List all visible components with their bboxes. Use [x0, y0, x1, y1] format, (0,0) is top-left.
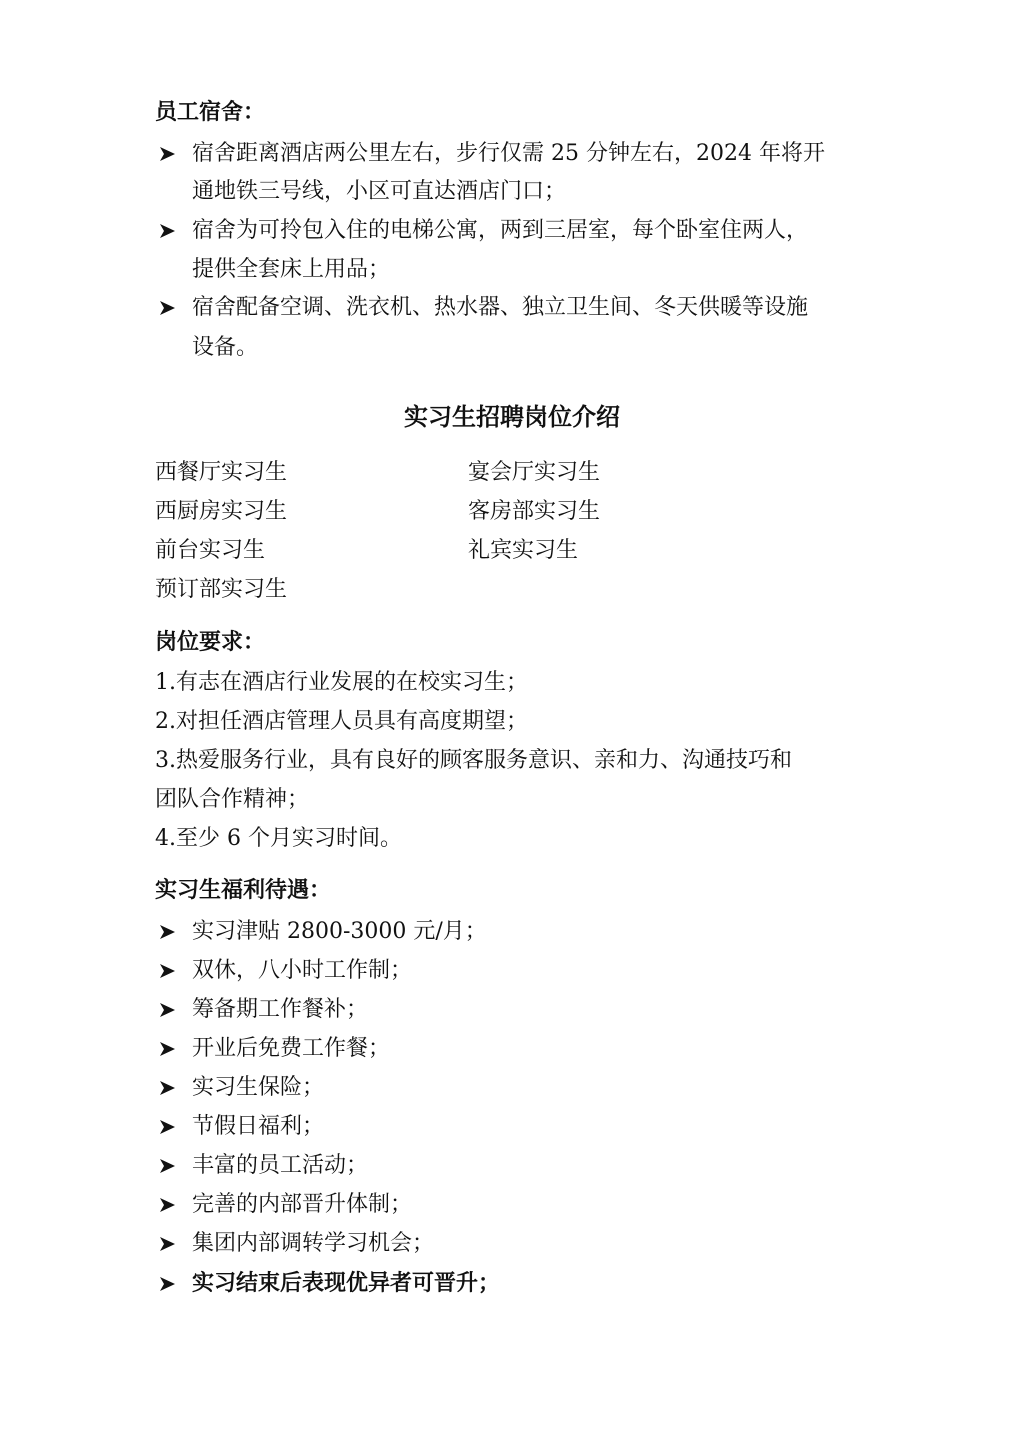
dorm-item-1-line-1: 宿舍距离酒店两公里左右，步行仅需 25 分钟左右，2024 年将开	[192, 141, 825, 166]
arrow-bullet-icon	[157, 1113, 179, 1141]
benefit-item-5: 实习生保险；	[192, 1075, 325, 1100]
arrow-bullet-icon	[157, 996, 179, 1024]
requirement-item-2: 2.对担任酒店管理人员具有高度期望；	[155, 709, 528, 734]
dorm-item-3-line-1: 宿舍配备空调、洗衣机、热水器、独立卫生间、冬天供暖等设施	[192, 295, 809, 320]
arrow-bullet-icon	[157, 1074, 179, 1102]
requirement-item-4: 4.至少 6 个月实习时间。	[155, 826, 402, 851]
position-right-3: 礼宾实习生	[468, 538, 579, 563]
benefit-item-6: 节假日福利；	[192, 1114, 325, 1139]
dorm-item-3-line-2: 设备。	[192, 335, 259, 360]
position-left-1: 西餐厅实习生	[155, 460, 288, 485]
dorm-item-2-line-1: 宿舍为可拎包入住的电梯公寓，两到三居室，每个卧室住两人，	[192, 218, 809, 243]
benefit-item-3: 筹备期工作餐补；	[192, 997, 369, 1022]
dorm-item-1-line-2: 通地铁三号线，小区可直达酒店门口；	[192, 179, 567, 204]
arrow-bullet-icon	[157, 1270, 179, 1298]
benefit-item-10: 实习结束后表现优异者可晋升；	[192, 1271, 501, 1296]
position-left-2: 西厨房实习生	[155, 499, 288, 524]
position-left-4: 预订部实习生	[155, 577, 288, 602]
dorm-item-2-line-2: 提供全套床上用品；	[192, 257, 391, 282]
positions-title: 实习生招聘岗位介绍	[404, 403, 620, 431]
benefit-item-4: 开业后免费工作餐；	[192, 1036, 391, 1061]
benefit-item-8: 完善的内部晋升体制；	[192, 1192, 413, 1217]
position-left-3: 前台实习生	[155, 538, 266, 563]
benefits-heading: 实习生福利待遇：	[155, 878, 332, 903]
arrow-bullet-icon	[157, 1035, 179, 1063]
position-right-2: 客房部实习生	[468, 499, 601, 524]
arrow-bullet-icon	[157, 957, 179, 985]
dorm-heading: 员工宿舍：	[155, 100, 266, 125]
arrow-bullet-icon	[157, 1191, 179, 1219]
arrow-bullet-icon	[157, 294, 179, 322]
arrow-bullet-icon	[157, 1230, 179, 1258]
requirement-item-3-line-1: 3.热爱服务行业，具有良好的顾客服务意识、亲和力、沟通技巧和	[155, 748, 792, 773]
requirement-item-1: 1.有志在酒店行业发展的在校实习生；	[155, 670, 528, 695]
arrow-bullet-icon	[157, 217, 179, 245]
arrow-bullet-icon	[157, 918, 179, 946]
benefit-item-9: 集团内部调转学习机会；	[192, 1231, 435, 1256]
requirement-item-3-line-2: 团队合作精神；	[155, 787, 310, 812]
benefit-item-7: 丰富的员工活动；	[192, 1153, 369, 1178]
requirements-heading: 岗位要求：	[155, 630, 266, 655]
arrow-bullet-icon	[157, 140, 179, 168]
benefit-item-1: 实习津贴 2800-3000 元/月；	[192, 919, 487, 944]
arrow-bullet-icon	[157, 1152, 179, 1180]
position-right-1: 宴会厅实习生	[468, 460, 601, 485]
benefit-item-2: 双休，八小时工作制；	[192, 958, 413, 983]
